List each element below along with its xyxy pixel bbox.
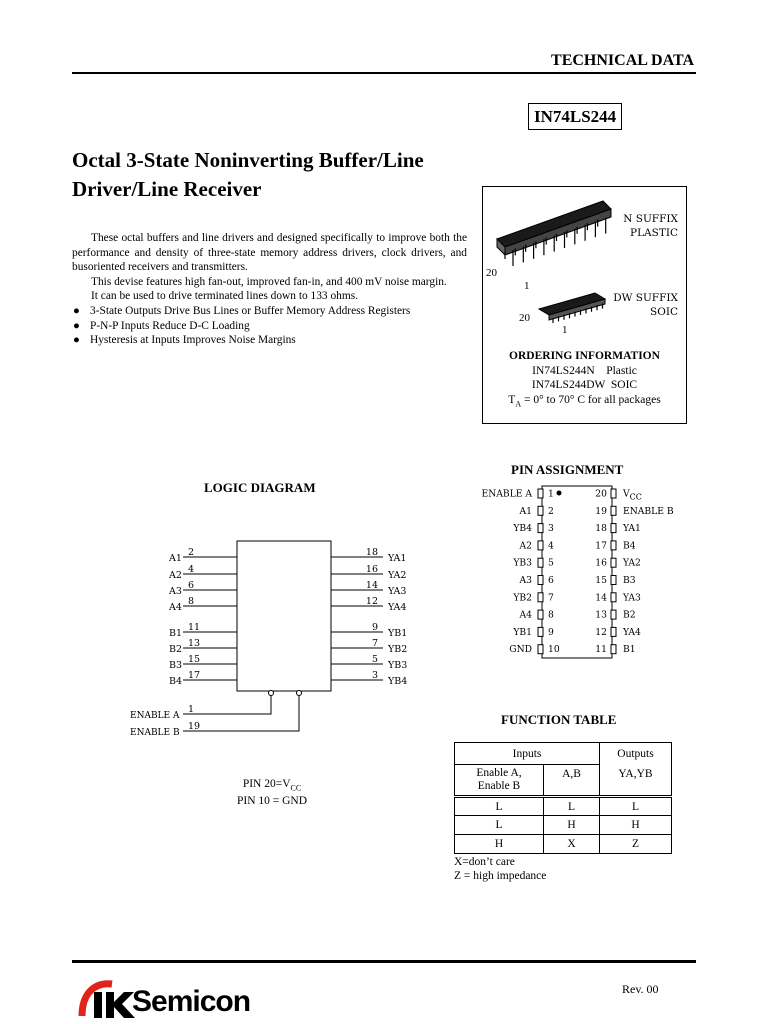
pin-number-right: 11 bbox=[595, 644, 607, 656]
pin-number-right: 16 bbox=[595, 557, 607, 569]
enable-line bbox=[183, 695, 299, 731]
table-note-high-impedance: Z = high impedance bbox=[454, 870, 547, 882]
header-rule bbox=[72, 72, 696, 74]
pin-name-right: B2 bbox=[623, 609, 636, 621]
output-label: YA3 bbox=[388, 586, 407, 597]
dip-package-drawing bbox=[483, 187, 613, 277]
power-pin-note bbox=[231, 778, 313, 795]
pin-number-right: 19 bbox=[595, 505, 607, 517]
pin-number-right: 18 bbox=[595, 523, 607, 535]
pin-name-right: B4 bbox=[623, 540, 636, 552]
n-suffix-line1: N SUFFIX bbox=[623, 213, 678, 225]
pin-stub bbox=[611, 576, 616, 585]
output-label: YB1 bbox=[388, 628, 408, 639]
bullet-icon: ● bbox=[73, 334, 80, 347]
pin-stub bbox=[538, 576, 543, 585]
pin-name-left: A2 bbox=[519, 540, 532, 552]
enable-header-line2: Enable B bbox=[477, 780, 521, 792]
dip-pin1-label: 1 bbox=[524, 280, 530, 292]
description-paragraph: It can be used to drive terminated lines down to 133 ohms. bbox=[91, 290, 358, 303]
pin-stub bbox=[538, 524, 543, 533]
feature-text: Hysteresis at Inputs Improves Noise Margins bbox=[90, 334, 296, 347]
pin-number-left: 1 bbox=[548, 488, 554, 500]
table-cell: H bbox=[455, 835, 544, 854]
output-label: YA2 bbox=[388, 570, 407, 581]
soic-pin1-label: 1 bbox=[562, 324, 568, 336]
pin-stub bbox=[538, 489, 543, 498]
enable-column-header bbox=[455, 765, 544, 797]
input-label: B4 bbox=[169, 676, 183, 687]
pin-assignment-diagram bbox=[470, 484, 710, 664]
section-label: TECHNICAL DATA bbox=[551, 52, 694, 69]
pin-stub bbox=[538, 593, 543, 602]
output-label: YA4 bbox=[388, 602, 407, 613]
ordering-line: IN74LS244N Plastic bbox=[532, 364, 637, 377]
ordering-title: ORDERING INFORMATION bbox=[509, 350, 660, 362]
temp-range-text: = 0° to 70° C for all packages bbox=[521, 393, 661, 406]
ab-column-header: A,B bbox=[544, 765, 600, 797]
pin-assignment-title: PIN ASSIGNMENT bbox=[511, 462, 624, 477]
table-cell: L bbox=[455, 797, 544, 816]
output-label: YB4 bbox=[388, 676, 408, 687]
input-label: A4 bbox=[169, 602, 182, 613]
enable-header-line1: Enable A, bbox=[476, 767, 522, 779]
dip-pin20-label: 20 bbox=[486, 267, 497, 279]
input-label: A2 bbox=[169, 570, 182, 581]
input-label: B2 bbox=[169, 644, 183, 655]
pin-number-left: 8 bbox=[548, 609, 554, 621]
logic-diagram-title: LOGIC DIAGRAM bbox=[204, 480, 316, 495]
temperature-range bbox=[483, 393, 686, 412]
logo-mark-icon bbox=[78, 978, 136, 1020]
pin1-marker bbox=[557, 491, 562, 496]
pin-stub bbox=[611, 645, 616, 654]
pin-number-right: 12 bbox=[595, 626, 607, 638]
pin-stub bbox=[538, 610, 543, 619]
function-table-wrap bbox=[454, 742, 672, 883]
inputs-header: Inputs bbox=[455, 743, 600, 765]
pin-number-left: 6 bbox=[548, 575, 554, 586]
logic-block bbox=[237, 541, 331, 691]
pin-number-left: 4 bbox=[548, 540, 554, 552]
title-line-1: Octal 3-State Noninverting Buffer/Line bbox=[72, 148, 424, 172]
pin-number-left: 7 bbox=[548, 592, 554, 604]
input-label: B1 bbox=[169, 628, 183, 639]
page-title bbox=[72, 146, 492, 204]
footer-rule bbox=[72, 960, 696, 963]
table-row bbox=[455, 816, 672, 835]
enable-pin-number: 1 bbox=[188, 704, 195, 715]
pin-name-left: A4 bbox=[519, 609, 532, 621]
outputs-header: Outputs bbox=[600, 743, 672, 765]
pin-stub bbox=[611, 489, 616, 498]
pin-name-right: ENABLE B bbox=[623, 505, 674, 517]
pin-stub bbox=[611, 558, 616, 567]
pin-number-right: 15 bbox=[595, 575, 607, 586]
bullet-icon: ● bbox=[73, 319, 80, 332]
table-cell: H bbox=[544, 816, 600, 835]
pin-number-right: 14 bbox=[595, 592, 607, 604]
pin-stub bbox=[611, 506, 616, 515]
feature-item bbox=[72, 319, 467, 334]
logic-diagram bbox=[125, 535, 425, 745]
pin-name-right: YA1 bbox=[623, 523, 641, 535]
feature-item bbox=[72, 333, 467, 348]
output-pin-number: 9 bbox=[371, 622, 378, 633]
pin-name-left: A1 bbox=[519, 505, 532, 517]
pin-name-left: YB2 bbox=[513, 592, 532, 604]
output-pin-number: 14 bbox=[365, 580, 378, 591]
table-cell: Z bbox=[600, 835, 672, 854]
pin-name-right: B3 bbox=[623, 575, 636, 586]
table-row bbox=[455, 835, 672, 854]
pin-stub bbox=[538, 506, 543, 515]
logo-text: Semicon bbox=[132, 985, 251, 1018]
soic-pin20-label: 20 bbox=[519, 312, 530, 324]
enable-label: ENABLE B bbox=[130, 728, 180, 738]
inverting-bubble-icon bbox=[297, 691, 302, 696]
enable-label: ENABLE A bbox=[130, 711, 180, 721]
temp-subscript: A bbox=[515, 398, 522, 408]
ordering-line: IN74LS244DW SOIC bbox=[531, 379, 638, 391]
table-cell: X bbox=[544, 835, 600, 854]
pin-stub bbox=[538, 627, 543, 636]
pin-name-left: YB1 bbox=[513, 626, 532, 638]
pin-stub bbox=[611, 593, 616, 602]
output-pin-number: 18 bbox=[365, 547, 378, 558]
power-subscript: CC bbox=[290, 783, 302, 793]
pin-name-right: YA4 bbox=[623, 626, 641, 638]
pin-name-right: YA2 bbox=[623, 557, 641, 569]
dw-suffix-label bbox=[613, 291, 678, 319]
feature-text: 3-State Outputs Drive Bus Lines or Buffer Memory Address Registers bbox=[90, 304, 411, 317]
pin-number-left: 9 bbox=[548, 626, 554, 638]
output-label: YA1 bbox=[388, 553, 407, 564]
pin-name-right: VCC bbox=[623, 488, 642, 502]
bullet-icon: ● bbox=[73, 304, 80, 317]
pin-number-left: 10 bbox=[548, 644, 560, 656]
feature-text: P-N-P Inputs Reduce D-C Loading bbox=[90, 319, 250, 332]
input-label: A1 bbox=[169, 553, 182, 564]
pin-stub bbox=[611, 524, 616, 533]
pin-name-left: ENABLE A bbox=[481, 488, 532, 500]
output-pin-number: 7 bbox=[371, 638, 378, 649]
input-label: A3 bbox=[169, 586, 182, 597]
power-note bbox=[231, 778, 313, 808]
dw-suffix-line2: SOIC bbox=[650, 306, 678, 318]
feature-item bbox=[72, 304, 467, 319]
pin-number-left: 3 bbox=[548, 523, 554, 535]
part-number: IN74LS244 bbox=[528, 103, 622, 130]
pin-number-left: 5 bbox=[548, 557, 554, 569]
input-pin-number: 4 bbox=[188, 564, 195, 575]
enable-pin-number: 19 bbox=[188, 721, 201, 732]
input-pin-number: 17 bbox=[188, 670, 201, 681]
input-pin-number: 6 bbox=[188, 580, 195, 591]
n-suffix-label bbox=[623, 212, 678, 240]
title-line-2: Driver/Line Receiver bbox=[72, 177, 262, 201]
input-pin-number: 15 bbox=[188, 654, 201, 665]
output-pin-number: 12 bbox=[365, 596, 378, 607]
input-pin-number: 8 bbox=[188, 596, 195, 607]
enable-line bbox=[183, 695, 271, 714]
table-note-dont-care: X=don’t care bbox=[454, 856, 515, 868]
n-suffix-line2: PLASTIC bbox=[630, 227, 678, 239]
input-pin-number: 13 bbox=[188, 638, 201, 649]
pin-number-right: 20 bbox=[595, 488, 607, 500]
company-logo bbox=[78, 978, 278, 1022]
table-cell: H bbox=[600, 816, 672, 835]
input-pin-number: 11 bbox=[188, 622, 201, 633]
output-label: YB3 bbox=[388, 660, 408, 671]
table-row bbox=[455, 797, 672, 816]
pin-name-right: B1 bbox=[623, 644, 636, 656]
output-label: YB2 bbox=[388, 644, 408, 655]
pin-number-right: 17 bbox=[595, 540, 607, 552]
output-pin-number: 5 bbox=[371, 654, 378, 665]
ordering-information bbox=[483, 349, 686, 411]
table-cell: L bbox=[455, 816, 544, 835]
output-pin-number: 16 bbox=[365, 564, 378, 575]
pin-stub bbox=[538, 645, 543, 654]
description-paragraph: These octal buffers and line drivers and designed specifically to improve both the performance and density of three-state memory address drivers, clock drivers, and busoriented receivers and transmitters. bbox=[72, 232, 467, 274]
description bbox=[72, 231, 467, 348]
pin-name-left: A3 bbox=[519, 575, 532, 586]
pin-name-left: YB4 bbox=[513, 523, 532, 535]
output-pin-number: 3 bbox=[371, 670, 378, 681]
power-prefix: PIN 20=V bbox=[242, 778, 291, 790]
table-cell: L bbox=[544, 797, 600, 816]
ground-pin-note: PIN 10 = GND bbox=[236, 794, 308, 807]
revision: Rev. 00 bbox=[622, 982, 659, 996]
package-info-box bbox=[482, 186, 687, 424]
pin-stub bbox=[538, 541, 543, 550]
description-paragraph: This devise features high fan-out, improved fan-in, and 400 mV noise margin. bbox=[91, 275, 447, 288]
input-pin-number: 2 bbox=[188, 547, 195, 558]
pin-stub bbox=[611, 627, 616, 636]
pin-stub bbox=[611, 541, 616, 550]
pin-stub bbox=[538, 558, 543, 567]
pin-name-left: YB3 bbox=[513, 557, 532, 569]
y-column-header: YA,YB bbox=[600, 765, 672, 797]
pin-stub bbox=[611, 610, 616, 619]
pin-name-right: YA3 bbox=[623, 592, 641, 604]
pin-name-left: GND bbox=[509, 644, 532, 656]
dw-suffix-line1: DW SUFFIX bbox=[613, 292, 678, 304]
table-cell: L bbox=[600, 797, 672, 816]
input-label: B3 bbox=[169, 660, 183, 671]
function-table-title: FUNCTION TABLE bbox=[501, 712, 617, 727]
feature-list bbox=[72, 304, 467, 348]
inverting-bubble-icon bbox=[269, 691, 274, 696]
pin-number-left: 2 bbox=[548, 505, 554, 517]
temp-prefix: T bbox=[508, 393, 516, 406]
function-table bbox=[454, 742, 672, 854]
pin-number-right: 13 bbox=[595, 609, 607, 621]
